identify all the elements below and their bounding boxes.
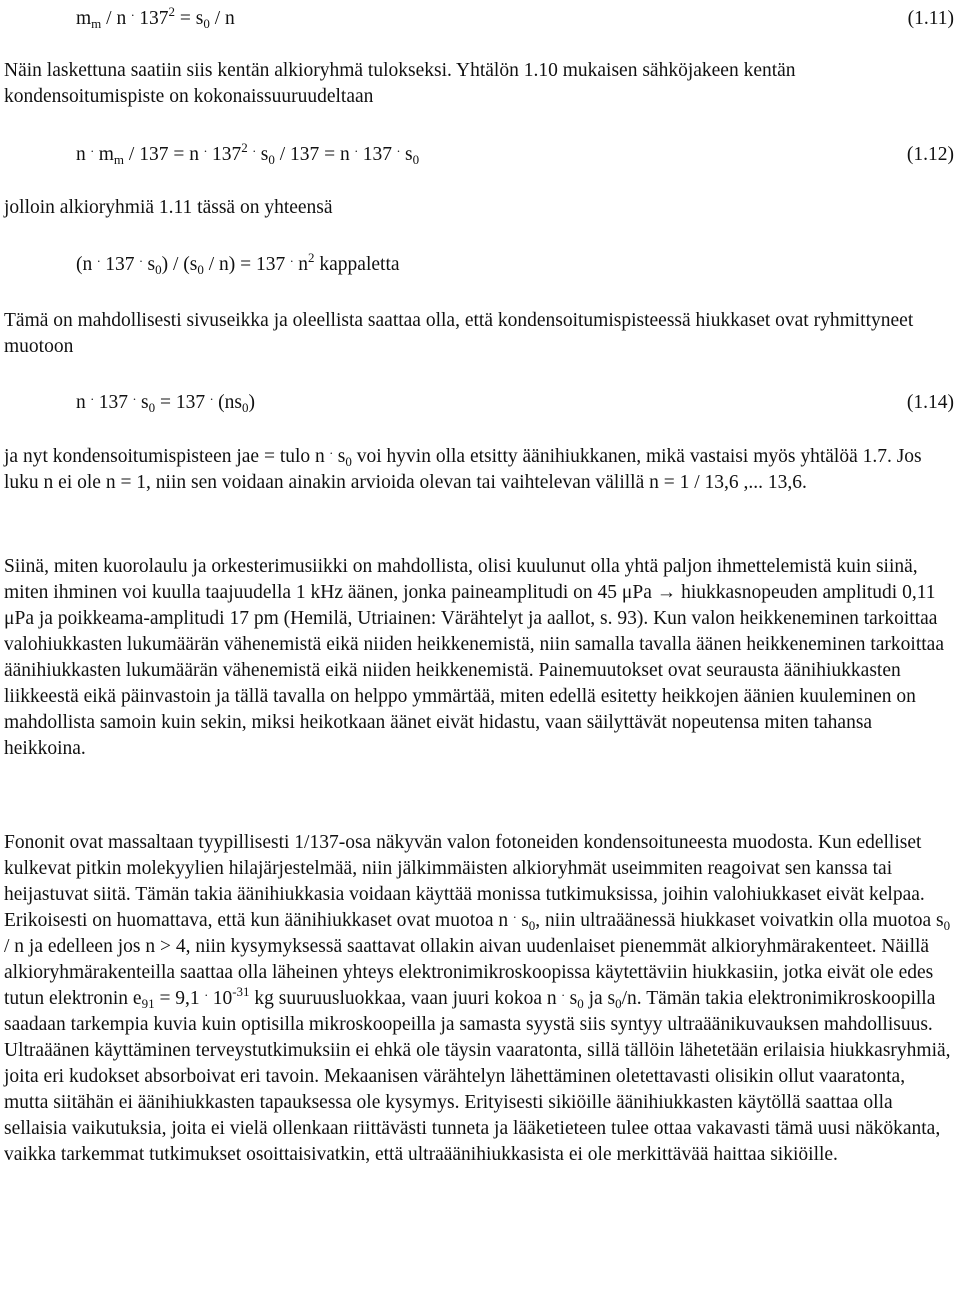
- paragraph-6-part-b: , niin ultraäänessä hiukkaset voivatkin olla muotoa s: [535, 910, 944, 931]
- paragraph-3: Tämä on mahdollisesti sivuseikka ja oleellista saattaa olla, että kondensoitumispisteessä hiukkaset ovat ryhmittyneet muotoon: [4, 310, 914, 357]
- paragraph-5-part-c: Pa ja poikkeama-amplitudi 17 pm (Hemilä, Utriainen: Värähtelyt ja aallot, s. 93). Kun valon heikkeneminen tarkoittaa valohiukkasten lukumäärän vähenemistä eikä niiden heikkenemistä, niin samalla tavalla äänen heikkeneminen tarkoittaa äänihiukkasten lukumäärän vähenemistä eikä niiden heikkenemistä. Painemuutokset ovat seurausta äänihiukkasten liikkeestä eikä päinvastoin ja tällä tavalla on helppo ymmärtää, miten edellä esitetty heikkojen äänien kuuleminen on mahdollista samoin kuin sekin, miksi heikotkaan äänet eivät hidastu, vaan säilyttävät nopeutensa miten tahansa heikkoina.: [4, 608, 944, 759]
- paragraph-6-part-e: ja s: [588, 988, 616, 1009]
- paragraph-1: Näin laskettuna saatiin siis kentän alkioryhmä tulokseksi. Yhtälön 1.10 mukaisen sähköjakeen kentän kondensoitumispiste on kokonaissuuruudeltaan: [4, 60, 796, 107]
- paragraph-4: ja nyt kondensoitumispisteen jae = tulo n . $s_0$ voi hyvin olla etsitty äänihiukkanen, mikä vastaisi myös yhtälöä 1.7. Jos luku n ei ole n = 1, niin sen voidaan ainakin arvioida olevan tai vaihtelevan välillä n = 1 / 13,6 ,... 13,6.: [4, 442, 922, 493]
- equation-1-11: [76, 6, 954, 34]
- equation-body: $m_m$ / n . $137^2 = s_0 / n$: [76, 4, 235, 31]
- paragraph-5: Siinä, miten kuorolaulu ja orkesterimusiikki on mahdollista, olisi kuulunut olla yhtä paljon ihmettelemistä kuin siinä, miten ihminen voi kuulla taajuudella 1 kHz äänen, jonka paineamplitudi on 45 μPa → hiukkasnopeuden amplitudi 0,11 μPa ja poikkeama-amplitudi 17 pm (Hemilä, Utriainen: Värähtelyt ja aallot, s. 93). Kun valon heikkeneminen tarkoittaa valohiukkasten lukumäärän vähenemistä eikä niiden heikkenemistä, niin samalla tavalla äänen heikkeneminen tarkoittaa äänihiukkasten lukumäärän vähenemistä eikä niiden heikkenemistä. Painemuutokset ovat seurausta äänihiukkasten liikkeestä eikä päinvastoin ja tällä tavalla on helppo ymmärtää, miten edellä esitetty heikkojen äänien kuuleminen on mahdollista samoin kuin sekin, miksi heikotkaan äänet eivät hidastu, vaan säilyttävät nopeutensa miten tahansa heikkoina.: [4, 556, 944, 759]
- equation-body: n . $m_m / 137 = n$ . $137^2$ . $s_0 / 137 = n$ . 137 . $s_0$: [76, 140, 420, 167]
- equation-count: [76, 252, 954, 280]
- equation-number: (1.12): [906, 144, 954, 165]
- equation-word: kappaletta: [319, 254, 400, 275]
- paragraph-6-part-d: kg suuruusluokkaa, vaan juuri kokoa n: [254, 988, 557, 1009]
- paragraph-5-part-b: hiukkasnopeuden amplitudi 0,11: [681, 582, 936, 603]
- paragraph-4-part-a: ja nyt kondensoitumispisteen jae = tulo n: [4, 446, 325, 467]
- paragraph-4-part-b: voi hyvin olla etsitty äänihiukkanen, mikä vastaisi myös yhtälöä 1.7. Jos luku n ei ole n = 1, niin sen voidaan ainakin arvioida olevan tai vaihtelevan välillä n = 1 / 13,6 ,... 13,6.: [4, 446, 922, 493]
- equation-number: (1.14): [906, 392, 954, 413]
- equation-body: n . 137 . $s_0 = 137$ . $(ns_0)$: [76, 388, 255, 415]
- equation-1-12: [76, 142, 954, 170]
- paragraph-6: Fononit ovat massaltaan tyypillisesti 1/137-osa näkyvän valon fotoneiden kondensoituneesta muodosta. Kun edelliset kulkevat pitkin molekyylien hilajärjestelmää, niin jälkimmäisten alkioryhmät useimmiten reagoivat sen kanssa tai heijastuvat siitä. Tämän takia äänihiukkasia voidaan käyttää monissa tutkimuksissa, joihin valohiukkaset eivät kelpaa. Erikoisesti on huomattava, että kun äänihiukkaset ovat muotoa n . $s_0$, niin ultraäänessä hiukkaset voivatkin olla muotoa $s_0$ / n ja edelleen jos n > 4, niin kysymyksessä saattavat ollakin aivan uudenlaiset pienemmät alkioryhmärakenteet. Näillä alkioryhmärakenteilla saattaa olla läheinen yhteys elektronimikroskoopissa käytettäviin hiukkasiin, jotka eivät ole edes tutun elektronin $e_{91} = 9,1$ . $10^{-31}$ kg suuruusluokkaa, vaan juuri kokoa n . $s_0$ ja $s_0/n$. Tämän takia elektronimikroskoopilla saadaan tarkempia kuvia kuin optisilla mikroskoopeilla ja samasta syystä siis syntyy ultraäänikuvauksen mahdollisuus. Ultraäänen käyttäminen terveystutkimuksiin ei ehkä ole täysin vaaratonta, sillä tällöin lähetetään erilaisia hiukkasryhmiä, joita eri kudokset absorboivat eri tavoin. Mekaanisen värähtelyn lähettäminen oletettavasti olisikin ollut vaaratonta, mutta siitähän ei äänihiukkasten tapauksessa ole kysymys. Erityisesti sikiöille äänihiukkasten käytöllä saattaa olla sellaisia vaikutuksia, joita ei vielä ollenkaan riittävästi tunneta ja lääketieteen tulee ottaa vakavasti tämä uusi näkökanta, vaikka tarkemmat tutkimukset osoittaisivatkin, että ultraäänihiukkasista ei ole merkittävää haittaa sikiöille.: [4, 832, 951, 1165]
- paragraph-2: jolloin alkioryhmiä 1.11 tässä on yhteensä: [4, 197, 333, 218]
- paragraph-6-part-a: Fononit ovat massaltaan tyypillisesti 1/137-osa näkyvän valon fotoneiden kondensoituneesta muodosta. Kun edelliset kulkevat pitkin molekyylien hilajärjestelmää, niin jälkimmäisten alkioryhmät useimmiten reagoivat sen kanssa tai heijastuvat siitä. Tämän takia äänihiukkasia voidaan käyttää monissa tutkimuksissa, joihin valohiukkaset eivät kelpaa. Erikoisesti on huomattava, että kun äänihiukkaset ovat muotoa n: [4, 832, 925, 931]
- equation-body: (n . 137 . $s_0) / (s_0 / n) = 137$ . $n^2$ kappaletta: [76, 250, 400, 277]
- paragraph-5-part-a: Siinä, miten kuorolaulu ja orkesterimusiikki on mahdollista, olisi kuulunut olla yhtä paljon ihmettelemistä kuin siinä, miten ihminen voi kuulla taajuudella 1 kHz äänen, jonka paineamplitudi on 45: [4, 556, 918, 603]
- equation-1-14: [76, 390, 954, 418]
- paragraph-6-part-c: / n ja edelleen jos n > 4, niin kysymyksessä saattavat ollakin aivan uudenlaiset pienemmät alkioryhmärakenteet. Näillä alkioryhmärakenteilla saattaa olla läheinen yhteys elektronimikroskoopissa käytettäviin hiukkasiin, jotka eivät ole edes tutun elektronin e: [4, 936, 934, 1009]
- equation-number: (1.11): [907, 8, 954, 29]
- paragraph-6-part-f: /n. Tämän takia elektronimikroskoopilla saadaan tarkempia kuvia kuin optisilla mikroskoopeilla ja samasta syystä siis syntyy ultraäänikuvauksen mahdollisuus. Ultraäänen käyttäminen terveystutkimuksiin ei ehkä ole täysin vaaratonta, sillä tällöin lähetetään erilaisia hiukkasryhmiä, joita eri kudokset absorboivat eri tavoin. Mekaanisen värähtelyn lähettäminen oletettavasti olisikin ollut vaaratonta, mutta siitähän ei äänihiukkasten tapauksessa ole kysymys. Erityisesti sikiöille äänihiukkasten käytöllä saattaa olla sellaisia vaikutuksia, joita ei vielä ollenkaan riittävästi tunneta ja lääketieteen tulee ottaa vakavasti tämä uusi näkökanta, vaikka tarkemmat tutkimukset osoittaisivatkin, että ultraäänihiukkasista ei ole merkittävää haittaa sikiöille.: [4, 988, 951, 1165]
